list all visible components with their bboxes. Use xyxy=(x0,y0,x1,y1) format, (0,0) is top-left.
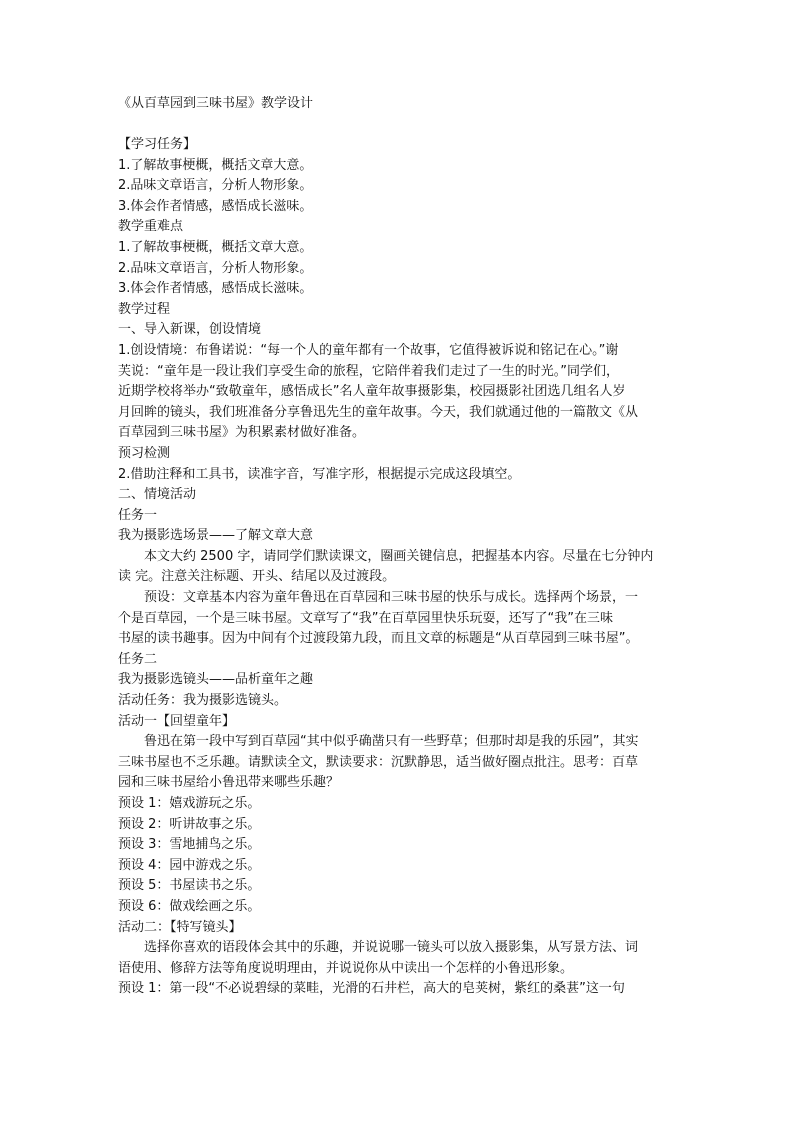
text-line: 1.了解故事梗概，概括文章大意。 xyxy=(118,157,313,173)
text-line: 鲁迅在第一段中写到百草园“其中似乎确凿只有一些野草；但那时却是我的乐园”，其实 xyxy=(144,734,639,750)
text-line: 芙说：“童年是一段让我们享受生命的旅程，它陪伴着我们走过了一生的时光。”同学们， xyxy=(118,363,619,379)
text-line: 预设 3：雪地捕鸟之乐。 xyxy=(118,837,261,853)
text-line: 个是百草园，一个是三味书屋。文章写了“我”在百草园里快乐玩耍，还写了“我”在三味 xyxy=(118,610,613,626)
text-line: 读 完。注意关注标题、开头、结尾以及过渡段。 xyxy=(118,569,396,585)
text-line: 选择你喜欢的语段体会其中的乐趣，并说说哪一镜头可以放入摄影集，从写景方法、词 xyxy=(144,940,639,956)
text-line: 教学过程 xyxy=(118,301,171,317)
text-line: 月回眸的镜头，我们班准备分享鲁迅先生的童年故事。今天，我们就通过他的一篇散文《从 xyxy=(118,404,639,420)
text-line: 活动二：【特写镜头】 xyxy=(118,919,242,935)
text-line: 一、导入新课，创设情境 xyxy=(118,322,262,338)
text-line: 我为摄影选场景——了解文章大意 xyxy=(118,528,314,544)
text-line: 百草园到三味书屋》为积累素材做好准备。 xyxy=(118,425,366,441)
text-line: 3.体会作者情感，感悟成长滋味。 xyxy=(118,198,313,214)
text-line: 预设 4：园中游戏之乐。 xyxy=(118,857,261,873)
text-line: 预设：文章基本内容为童年鲁迅在百草园和三味书屋的快乐与成长。选择两个场景，一 xyxy=(144,590,639,606)
text-line: 任务二 xyxy=(118,651,158,667)
text-line: 2.品味文章语言，分析人物形象。 xyxy=(118,178,313,194)
text-line: 本文大约 2500 字，请同学们默读课文，圈画关键信息，把握基本内容。尽量在七分钟内 xyxy=(144,548,654,564)
text-line: 1.创设情境：布鲁诺说：“每一个人的童年都有一个故事，它值得被诉说和铭记在心。”谢 xyxy=(118,342,619,358)
text-line: 预设 5：书屋读书之乐。 xyxy=(118,878,261,894)
text-line: 预设 1：第一段“不必说碧绿的菜畦，光滑的石井栏，高大的皂荚树，紫红的桑葚”这一句 xyxy=(118,981,625,997)
text-line: 3.体会作者情感，感悟成长滋味。 xyxy=(118,281,313,297)
text-line: 三味书屋也不乏乐趣。请默读全文，默读要求：沉默静思，适当做好圈点批注。思考：百草 xyxy=(118,754,639,770)
document-title: 《从百草园到三味书屋》教学设计 xyxy=(118,96,314,111)
text-line: 2.借助注释和工具书，读准字音，写准字形，根据提示完成这段填空。 xyxy=(118,466,521,482)
text-line: 二、情境活动 xyxy=(118,487,197,503)
text-line: 我为摄影选镜头——品析童年之趣 xyxy=(118,672,314,688)
document-body xyxy=(118,135,678,1000)
text-line: 活动任务：我为摄影选镜头。 xyxy=(118,693,288,709)
text-line: 【学习任务】 xyxy=(118,137,197,152)
text-line: 任务一 xyxy=(118,507,158,523)
text-line: 预设 6：做戏绘画之乐。 xyxy=(118,898,261,914)
text-line: 书屋的读书趣事。因为中间有个过渡段第九段，而且文章的标题是“从百草园到三味书屋”。 xyxy=(118,631,639,647)
text-line: 预设 1：嬉戏游玩之乐。 xyxy=(118,796,261,811)
text-line: 近期学校将举办“致敬童年，感悟成长”名人童年故事摄影集，校园摄影社团选几组名人岁 xyxy=(118,384,626,400)
text-line: 教学重难点 xyxy=(118,219,184,235)
text-line: 预习检测 xyxy=(118,445,171,461)
text-line: 活动一【回望童年】 xyxy=(118,713,236,729)
text-line: 1.了解故事梗概，概括文章大意。 xyxy=(118,239,313,255)
text-line: 预设 2：听讲故事之乐。 xyxy=(118,816,261,832)
text-line: 2.品味文章语言，分析人物形象。 xyxy=(118,260,313,276)
text-line: 园和三味书屋给小鲁迅带来哪些乐趣？ xyxy=(118,775,340,791)
text-line: 语使用、修辞方法等角度说明理由，并说说你从中读出一个怎样的小鲁迅形象。 xyxy=(118,960,574,976)
